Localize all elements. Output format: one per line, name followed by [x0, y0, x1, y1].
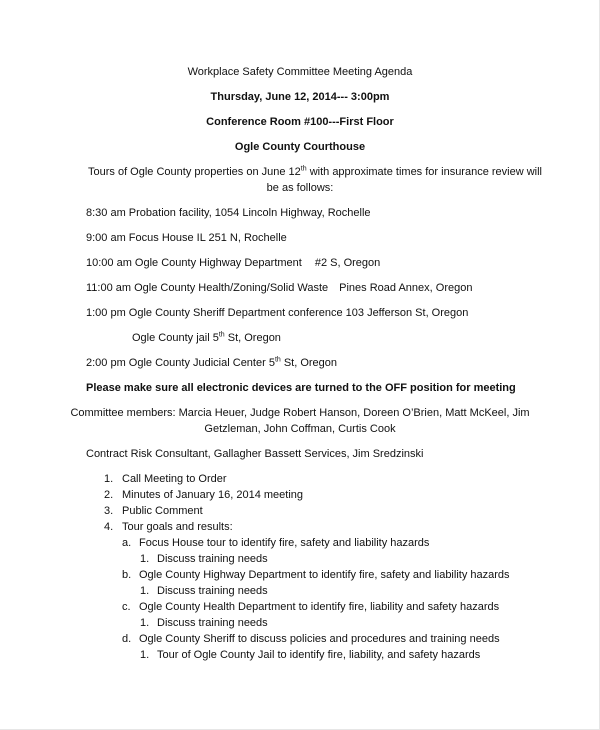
subitem-a-number: 1. — [140, 553, 150, 565]
meeting-venue: Ogle County Courthouse — [234, 141, 366, 153]
subitem-letter-b: b. — [122, 569, 132, 581]
committee-line-2: Getzleman, John Coffman, Curtis Cook — [204, 423, 396, 435]
agenda-number-3: 3. — [104, 505, 114, 517]
intro-superscript: th — [300, 165, 307, 173]
schedule-item-7-text-a: 2:00 pm Ogle County Judicial Center 5 — [86, 357, 275, 369]
schedule-item-7-text-b: St, Oregon — [280, 357, 338, 369]
agenda-item-4: Tour goals and results: — [122, 521, 233, 533]
intro-text-a: Tours of Ogle County properties on June 12 — [88, 166, 301, 178]
schedule-item-7-superscript: th — [274, 356, 281, 364]
agenda-number-1: 1. — [104, 473, 114, 485]
schedule-item-6-text-a: Ogle County jail 5 — [132, 332, 219, 344]
schedule-item-4-name: 11:00 am Ogle County Health/Zoning/Solid Waste — [86, 282, 329, 294]
intro-text-b: with approximate times for insurance review will — [306, 166, 543, 178]
schedule-item-6 — [132, 332, 281, 345]
agenda-number-4: 4. — [104, 521, 114, 533]
agenda-item-2: Minutes of January 16, 2014 meeting — [122, 489, 304, 501]
schedule-item-1: 8:30 am Probation facility, 1054 Lincoln Highway, Rochelle — [86, 207, 371, 219]
schedule-item-6-text-b: St, Oregon — [224, 332, 281, 344]
subitem-d-number: 1. — [140, 649, 150, 661]
meeting-datetime: Thursday, June 12, 2014--- 3:00pm — [210, 91, 390, 103]
agenda-number-2: 2. — [104, 489, 114, 501]
subitem-b-1: Discuss training needs — [157, 585, 268, 597]
subitem-a: Focus House tour to identify fire, safety and liability hazards — [139, 537, 430, 549]
schedule-item-2: 9:00 am Focus House IL 251 N, Rochelle — [86, 232, 287, 244]
subitem-b-number: 1. — [140, 585, 150, 597]
subitem-c-number: 1. — [140, 617, 150, 629]
subitem-letter-a: a. — [122, 537, 132, 549]
agenda-item-3: Public Comment — [122, 505, 203, 517]
schedule-item-3 — [86, 257, 380, 270]
schedule-item-5: 1:00 pm Ogle County Sheriff Department conference 103 Jefferson St, Oregon — [86, 307, 469, 319]
devices-notice: Please make sure all electronic devices are turned to the OFF position for meeting — [86, 382, 516, 394]
subitem-b: Ogle County Highway Department to identify fire, safety and liability hazards — [139, 569, 510, 581]
subitem-d: Ogle County Sheriff to discuss policies and procedures and training needs — [139, 633, 500, 645]
schedule-item-4-address: Pines Road Annex, Oregon — [339, 282, 473, 294]
schedule-item-3-name: 10:00 am Ogle County Highway Department — [86, 257, 302, 269]
meeting-room: Conference Room #100---First Floor — [206, 116, 394, 128]
subitem-c-1: Discuss training needs — [157, 617, 268, 629]
schedule-item-4 — [86, 282, 472, 295]
committee-line-1: Committee members: Marcia Heuer, Judge Robert Hanson, Doreen O’Brien, Matt McKeel, Jim — [70, 407, 530, 419]
document-title: Workplace Safety Committee Meeting Agenda — [187, 66, 413, 78]
schedule-item-6-superscript: th — [218, 331, 225, 339]
intro-line-1 — [88, 166, 542, 179]
subitem-letter-c: c. — [122, 601, 131, 613]
risk-consultant: Contract Risk Consultant, Gallagher Bassett Services, Jim Sredzinski — [86, 448, 424, 460]
subitem-a-1: Discuss training needs — [157, 553, 268, 565]
intro-line-2: be as follows: — [266, 182, 334, 194]
schedule-item-7 — [86, 357, 337, 370]
subitem-c: Ogle County Health Department to identify fire, liability and safety hazards — [139, 601, 500, 613]
subitem-letter-d: d. — [122, 633, 132, 645]
agenda-item-1: Call Meeting to Order — [122, 473, 227, 485]
schedule-item-3-address: #2 S, Oregon — [314, 257, 381, 269]
subitem-d-1: Tour of Ogle County Jail to identify fire, liability, and safety hazards — [157, 649, 481, 661]
